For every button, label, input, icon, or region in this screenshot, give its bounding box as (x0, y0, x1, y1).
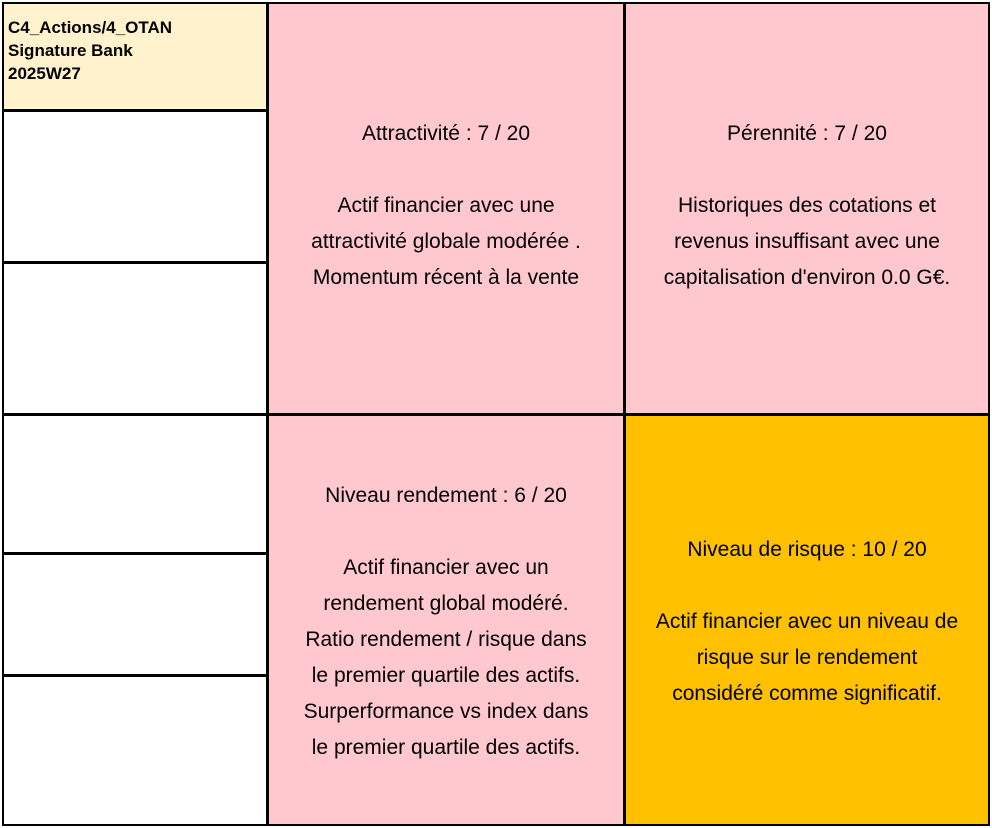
rendement-text-line: Actif financier avec un (343, 556, 549, 579)
attractivite-score: Attractivité : 7 / 20 (361, 121, 531, 145)
empty-cell (2, 110, 268, 263)
empty-cell (2, 675, 268, 826)
risque-text-line: risque sur le rendement (696, 646, 918, 669)
perennite-text-line: capitalisation d'environ 0.0 G€. (663, 265, 951, 289)
asset-path: C4_Actions/4_OTAN (8, 18, 173, 37)
risque-text-line: Actif financier avec un niveau de (655, 610, 959, 633)
perennite-panel (624, 2, 990, 415)
rendement-score: Niveau rendement : 6 / 20 (325, 484, 567, 507)
perennite-text-line: revenus insuffisant avec une (674, 229, 940, 253)
rendement-text-line: le premier quartile des actifs. (311, 736, 581, 759)
attractivite-text-line: Actif financier avec une (337, 193, 555, 217)
asset-period: 2025W27 (8, 64, 81, 83)
rendement-text-line: Surperformance vs index dans (303, 700, 589, 723)
perennite-score: Pérennité : 7 / 20 (727, 121, 887, 145)
risque-score: Niveau de risque : 10 / 20 (687, 538, 927, 561)
attractivite-text-line: Momentum récent à la vente (312, 265, 580, 289)
empty-cell (2, 414, 268, 554)
attractivite-panel (267, 2, 625, 415)
rendement-text-line: rendement global modéré. (323, 592, 569, 615)
rendement-text-line: Ratio rendement / risque dans (305, 628, 587, 651)
asset-header-cell (2, 2, 268, 111)
empty-cell (2, 553, 268, 676)
rendement-panel (267, 414, 625, 826)
rendement-text-line: le premier quartile des actifs. (311, 664, 581, 687)
risque-text-line: considéré comme significatif. (672, 682, 942, 705)
risque-panel (624, 414, 990, 826)
empty-cell (2, 262, 268, 415)
asset-name: Signature Bank (8, 41, 133, 60)
attractivite-text-line: attractivité globale modérée . (311, 229, 581, 253)
perennite-text-line: Historiques des cotations et (678, 193, 936, 217)
